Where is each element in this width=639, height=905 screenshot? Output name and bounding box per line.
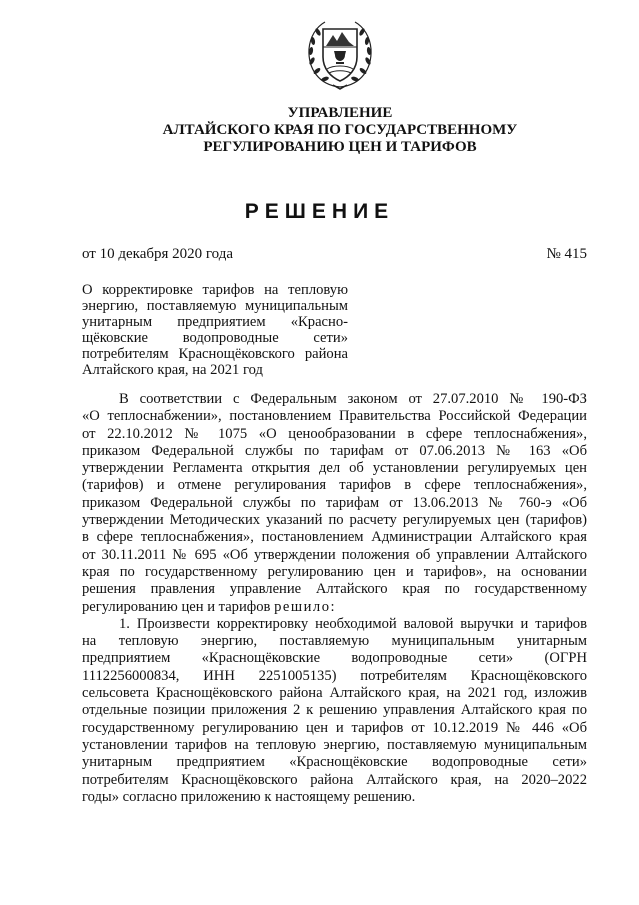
body-line: «О теплоснабжении», постановлением Правительства Российской Федерации: [82, 408, 587, 425]
subject-line: О корректировке тарифов на тепловую: [82, 282, 348, 298]
document-date: от 10 декабря 2020 года: [82, 246, 234, 262]
body-line: установлении тарифов на тепловую энергию, поставляемую муниципальным: [82, 736, 587, 753]
body-line: унитарным предприятием «Краснощёковские водопроводные сети»: [82, 754, 587, 771]
body-text: регулированию цен и тарифов: [82, 598, 275, 615]
org-line: УПРАВЛЕНИЕ: [287, 105, 393, 121]
body-text: :: [330, 598, 335, 615]
altai-krai-coat-of-arms-icon: [301, 17, 379, 91]
body-line: от 22.10.2012 № 1075 «О ценообразовании в сфере теплоснабжения»,: [82, 425, 587, 442]
document-body: [82, 391, 587, 806]
body-line: края по государственному регулированию цен и тарифов», на основании: [82, 563, 587, 580]
subject-line: Алтайского края, на 2021 год: [82, 362, 263, 378]
document-title: РЕШЕНИЕ: [244, 200, 395, 223]
body-line: [82, 599, 587, 616]
org-line: РЕГУЛИРОВАНИЮ ЦЕН И ТАРИФОВ: [203, 139, 477, 155]
body-line: на тепловую энергию, поставляемую муниципальным унитарным: [82, 633, 587, 650]
decision-word: решило: [274, 598, 331, 615]
body-line: 1. Произвести корректировку необходимой валовой выручки и тарифов: [119, 615, 587, 632]
body-line: потребителям Краснощёковского района Алтайского края, на 2020–2022: [82, 771, 587, 788]
body-line: предприятием «Краснощёковские водопроводные сети» (ОГРН: [82, 650, 587, 667]
body-line: В соответствии с Федеральным законом от 27.07.2010 № 190-ФЗ: [119, 391, 587, 407]
body-line: приказом Федеральной службы по тарифам от 13.06.2013 № 760-э «Об: [82, 494, 587, 511]
subject-line: энергию, поставляемую муниципальным: [82, 298, 348, 314]
body-line: утверждении Регламента открытия дел об установлении регулируемых цен: [82, 460, 587, 477]
document-subject: [82, 282, 348, 378]
document-number: № 415: [546, 246, 587, 262]
body-line: приказом Федеральной службы по тарифам от 07.06.2013 № 163 «Об: [82, 442, 587, 459]
subject-line: щёковские водопроводные сети»: [82, 330, 348, 346]
subject-line: потребителям Краснощёковского района: [82, 346, 348, 362]
organization-name: [80, 105, 600, 156]
body-line: 1112256000834, ИНН 2251005135) потребителям Краснощёковского: [82, 667, 587, 684]
body-line: в сфере теплоснабжения», постановлением Администрации Алтайского края: [82, 529, 587, 546]
body-line: утверждении Методических указаний по расчету регулируемых цен (тарифов): [82, 512, 587, 529]
body-line: отдельные позиции приложения 2 к решению управления Алтайского края по: [82, 702, 587, 719]
org-line: АЛТАЙСКОГО КРАЯ ПО ГОСУДАРСТВЕННОМУ: [162, 122, 518, 138]
paragraph-preamble: [82, 391, 587, 616]
body-line: (тарифов) и отмене регулирования тарифов в сфере теплоснабжения»,: [82, 477, 587, 494]
body-line: решения правления управление Алтайского края по государственному: [82, 581, 587, 598]
body-line: государственному регулированию цен и тарифов от 10.12.2019 № 446 «Об: [82, 719, 587, 736]
body-line: от 30.11.2011 № 695 «Об утверждении положения об управлении Алтайского: [82, 546, 587, 563]
paragraph-item-1: [82, 616, 587, 806]
body-line: сельсовета Краснощёковского района Алтайского края, на 2021 год, изложив: [82, 685, 587, 702]
subject-line: унитарным предприятием «Красно-: [82, 314, 348, 330]
body-line: годы» согласно приложению к настоящему решению.: [82, 788, 416, 805]
